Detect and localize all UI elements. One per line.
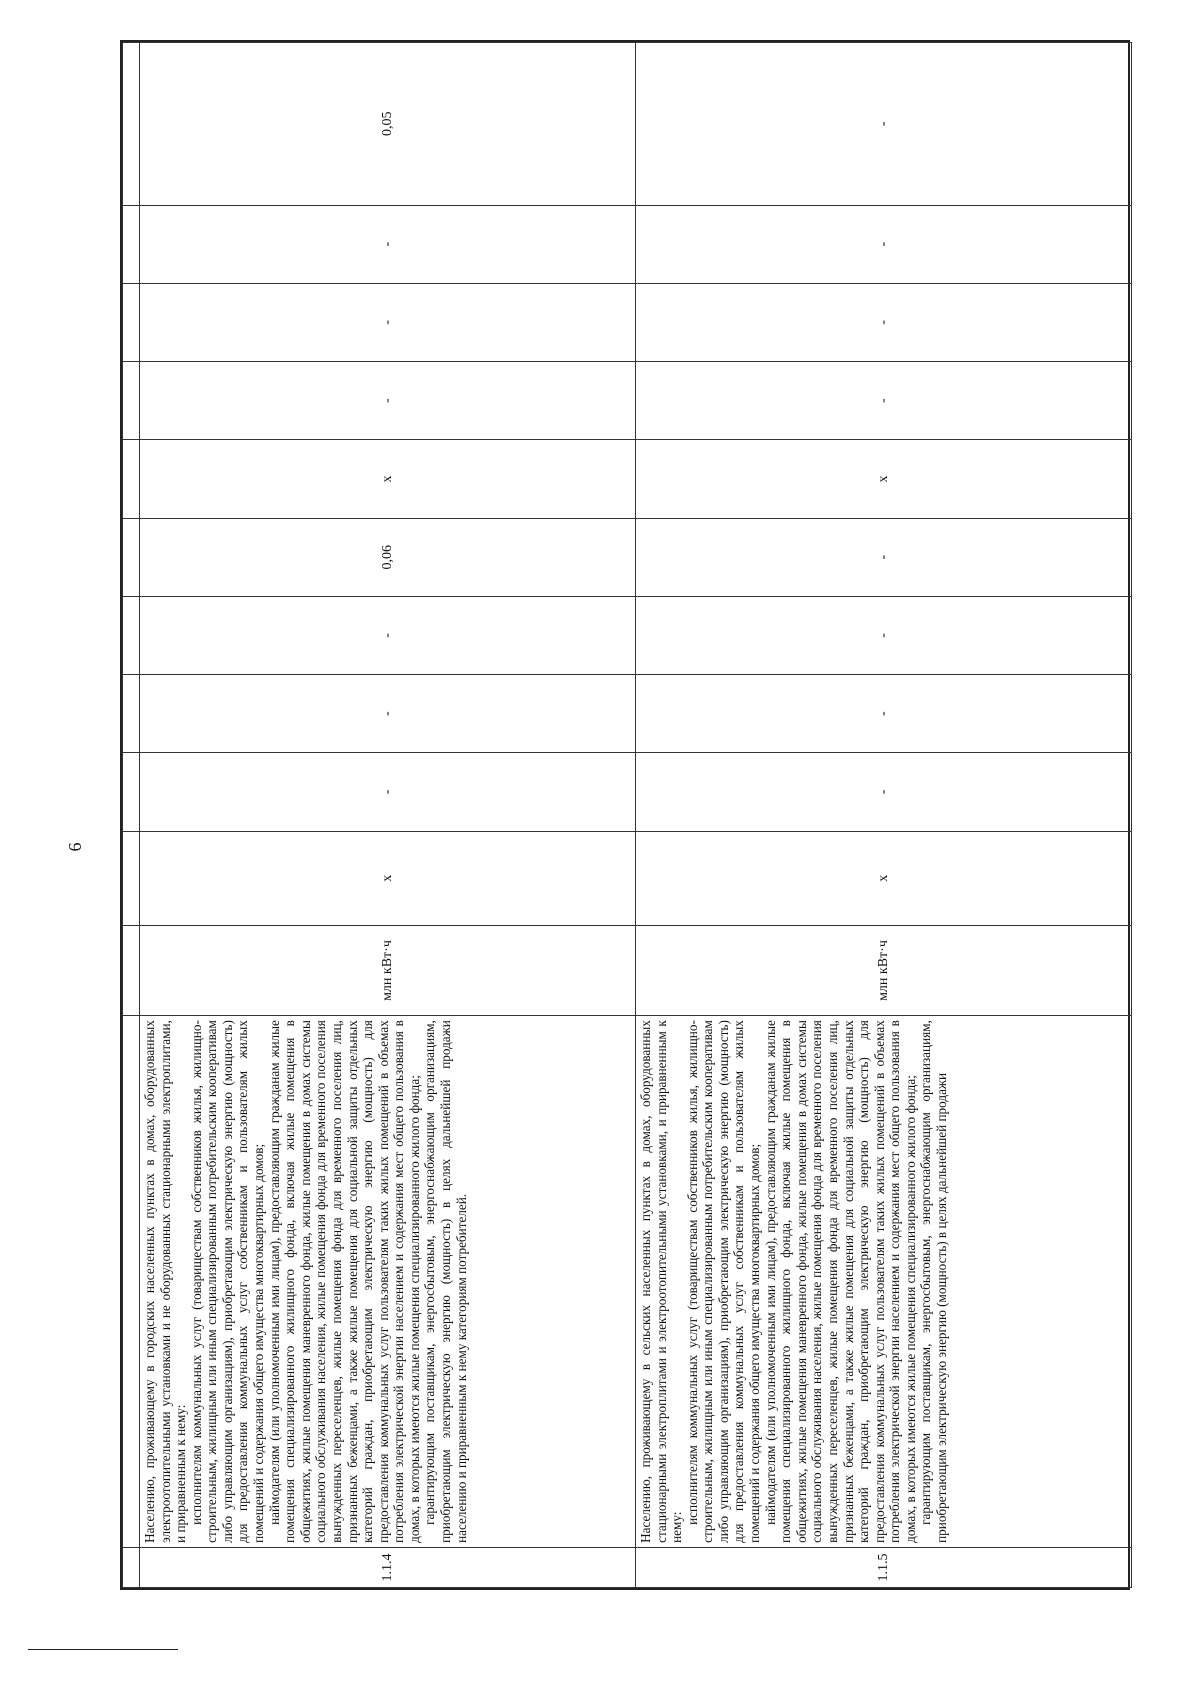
description-paragraph: Населению, проживающему в городских населенных пунктах в домах, оборудованных электроотопительными установками и не оборудованных стационарными электроплитами, и приравненным к нему:: [142, 1020, 189, 1543]
table-header-row: [123, 43, 140, 1588]
footnote-separator: [28, 1649, 178, 1650]
value-cell: -: [636, 753, 1132, 831]
value-cell: -: [636, 43, 1132, 206]
value-cell: -: [140, 283, 636, 361]
unit-cell: млн кВт·ч: [636, 925, 1132, 1015]
value-cell: -: [140, 753, 636, 831]
table-row-1-1-4: [140, 43, 636, 1588]
row-description: [140, 1016, 636, 1548]
value-cell: 0,06: [140, 518, 636, 596]
description-paragraph: гарантирующим поставщикам, энергосбытовым, энергоснабжающим организациям, приобретающим электрическую энергию (мощность) в целях дальнейшей продажи населению и приравненным к нему категориям потребителей.: [422, 1020, 469, 1543]
row-description: [636, 1016, 1132, 1548]
description-paragraph: наймодателям (или уполномоченным ими лицам), предоставляющим гражданам жилые помещения специализированного жилищного фонда, включая жилые помещения в общежитиях, жилые помещения маневренного фонда, жилые помещения в домах системы социального обслуживания населения, жилые помещения фонда для временного поселения вынужденных переселенцев, жилые помещения фонда для временного поселения лиц, признанных беженцами, а также жилые помещения для социальной защиты отдельных категорий граждан, приобретающим электрическую энергию (мощность) для предоставления коммунальных услуг пользователям таких жилых помещений в объемах потребления электрической энергии населением и содержания мест общего пользования в домах, в которых имеются жилые помещения специализированного жилого фонда;: [762, 1020, 918, 1543]
description-paragraph: наймодателям (или уполномоченным ими лицам), предоставляющим гражданам жилые помещения специализированного жилищного фонда, включая жилые помещения в общежитиях, жилые помещения маневренного фонда, жилые помещения в домах системы социального обслуживания населения, жилые помещения фонда для временного поселения вынужденных переселенцев, жилые помещения фонда для временного поселения лиц, признанных беженцами, а также жилые помещения для социальной защиты отдельных категорий граждан, приобретающим электрическую энергию (мощность) для предоставления коммунальных услуг пользователям таких жилых помещений в объемах потребления электрической энергии населением и содержания мест общего пользования в домах, в которых имеются жилые помещения специализированного жилого фонда;: [266, 1020, 422, 1543]
description-paragraph: исполнителям коммунальных услуг (товариществам собственников жилья, жилищно-строительным, жилищным или иным специализированным потребительским кооперативам либо управляющим организациям), приобретающим электрическую энергию (мощность) для предоставления коммунальных услуг собственникам и пользователям жилых помещений и содержания общего имущества многоквартирных домов;: [684, 1020, 763, 1543]
description-paragraph: исполнителям коммунальных услуг (товариществам собственников жилья, жилищно-строительным, жилищным или иным специализированным потребительским кооперативам либо управляющим организациям), приобретающим электрическую энергию (мощность) для предоставления коммунальных услуг собственникам и пользователям жилых помещений и содержания общего имущества многоквартирных домов;: [188, 1020, 267, 1543]
value-cell: -: [636, 205, 1132, 283]
unit-cell: млн кВт·ч: [140, 925, 636, 1015]
value-cell: х: [140, 831, 636, 925]
description-paragraph: Населению, проживающему в сельских населенных пунктах в домах, оборудованных стационарными электроплитами и электроотопительными установками, и приравненным к нему:: [638, 1020, 685, 1543]
value-cell: х: [636, 440, 1132, 518]
value-cell: -: [636, 362, 1132, 440]
page-number: 6: [65, 842, 85, 852]
row-number: 1.1.5: [636, 1547, 1132, 1587]
value-cell: -: [636, 283, 1132, 361]
table-row-1-1-5: [636, 43, 1132, 1588]
value-cell: -: [636, 675, 1132, 753]
tariff-table: [120, 40, 1130, 1590]
description-paragraph: гарантирующим поставщикам, энергосбытовым, энергоснабжающим организациям, приобретающим электрическую энергию (мощность) в целях дальнейшей продажи: [918, 1020, 949, 1543]
row-number: 1.1.4: [140, 1547, 636, 1587]
value-cell: 0,05: [140, 43, 636, 206]
value-cell: -: [140, 675, 636, 753]
value-cell: х: [140, 440, 636, 518]
value-cell: -: [636, 596, 1132, 674]
value-cell: -: [140, 205, 636, 283]
value-cell: -: [140, 596, 636, 674]
value-cell: -: [636, 518, 1132, 596]
value-cell: -: [140, 362, 636, 440]
value-cell: х: [636, 831, 1132, 925]
